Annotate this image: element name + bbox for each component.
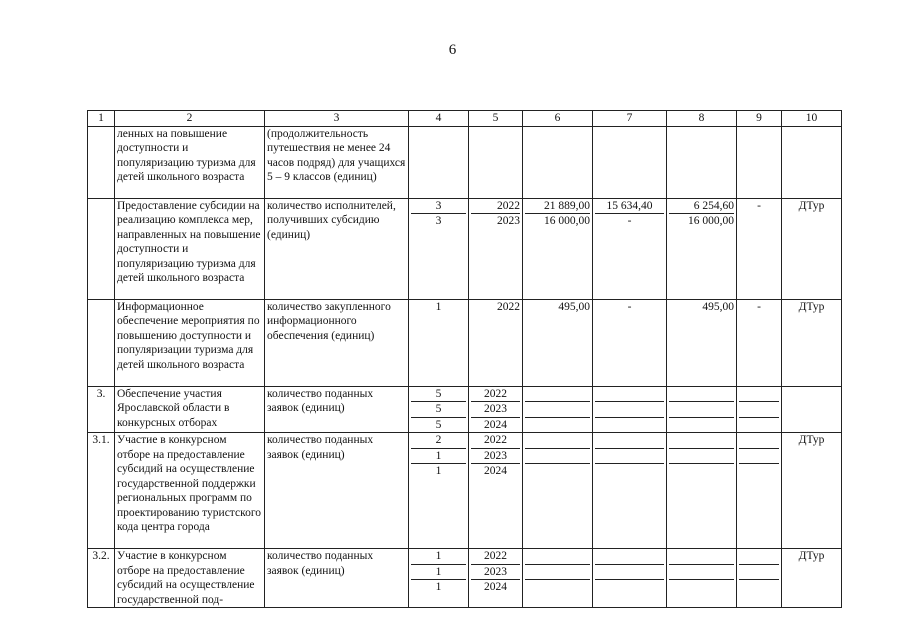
indicator: количество поданных заявок (единиц) bbox=[265, 386, 409, 433]
cell-value: 16 000,00 bbox=[544, 215, 590, 227]
col-header: 2 bbox=[115, 111, 265, 127]
row-number bbox=[88, 299, 115, 386]
table-row bbox=[88, 433, 842, 549]
cell-value: - bbox=[627, 215, 632, 227]
cell-value: 2022 bbox=[471, 433, 520, 449]
program-table bbox=[87, 110, 842, 608]
cell-value: 16 000,00 bbox=[688, 215, 734, 227]
cell-value: 5 bbox=[435, 418, 442, 431]
cell-value: 5 bbox=[411, 387, 466, 403]
cell-value: 495,00 bbox=[667, 299, 737, 386]
cell-value: 1 bbox=[409, 299, 469, 386]
cell-value: 15 634,40 bbox=[595, 199, 664, 215]
row-number bbox=[88, 126, 115, 198]
table-row bbox=[88, 549, 842, 608]
col-header: 7 bbox=[593, 111, 667, 127]
col-header: 10 bbox=[782, 111, 842, 127]
measure-name: ленных на повышение доступности и популяризацию туризма для детей школьного возраста bbox=[115, 126, 265, 198]
measure-name: Предоставление субсидии на реализацию комплекса мер, направленных на повышение доступности и популяризацию туризма для детей школьного возраста bbox=[115, 198, 265, 299]
measure-name: Участие в конкурсном отборе на предоставление субсидий на осуществление государственной поддержки региональных программ по проектированию туристского кода центра города bbox=[115, 433, 265, 549]
col-header: 5 bbox=[469, 111, 523, 127]
cell-value: 2022 bbox=[471, 199, 520, 215]
col-header: 8 bbox=[667, 111, 737, 127]
indicator: количество исполнителей, получивших субсидию (единиц) bbox=[265, 198, 409, 299]
cell-value: - bbox=[737, 299, 782, 386]
cell-value: 2 bbox=[411, 433, 466, 449]
cell-value: 2022 bbox=[469, 299, 523, 386]
row-number: 3.1. bbox=[88, 433, 115, 549]
indicator: количество закупленного информационного обеспечения (единиц) bbox=[265, 299, 409, 386]
cell-value: 2023 bbox=[497, 215, 520, 227]
table-row bbox=[88, 198, 842, 299]
cell-value: 1 bbox=[435, 581, 442, 593]
cell-value: 1 bbox=[411, 449, 466, 465]
cell-value: 21 889,00 bbox=[525, 199, 590, 215]
table-row bbox=[88, 126, 842, 198]
table-row bbox=[88, 299, 842, 386]
indicator: (продолжительность путешествия не менее 24 часов подряд) для учащихся 5 – 9 классов (единиц) bbox=[265, 126, 409, 198]
cell-value: 2023 bbox=[471, 565, 520, 581]
row-number: 3. bbox=[88, 386, 115, 433]
row-number bbox=[88, 198, 115, 299]
measure-name: Информационное обеспечение мероприятия по повышению доступности и популяризации туризма для детей школьного возраста bbox=[115, 299, 265, 386]
cell-value: 2023 bbox=[471, 449, 520, 465]
cell-value: 1 bbox=[435, 465, 442, 477]
row-number: 3.2. bbox=[88, 549, 115, 608]
col-header: 6 bbox=[523, 111, 593, 127]
cell-value: 2024 bbox=[484, 418, 507, 431]
col-header: 3 bbox=[265, 111, 409, 127]
header-row bbox=[88, 111, 842, 127]
cell-value: 2024 bbox=[484, 465, 507, 477]
cell-value: 1 bbox=[411, 549, 466, 565]
indicator: количество поданных заявок (единиц) bbox=[265, 433, 409, 549]
executor: ДТур bbox=[782, 433, 842, 549]
indicator: количество поданных заявок (единиц) bbox=[265, 549, 409, 608]
cell-value: 495,00 bbox=[523, 299, 593, 386]
cell-value: 3 bbox=[411, 199, 466, 215]
measure-name: Участие в конкурсном отборе на предоставление субсидий на осуществление государственной под- bbox=[115, 549, 265, 608]
cell-value: 2023 bbox=[471, 402, 520, 418]
measure-name: Обеспечение участия Ярославской области в конкурсных отборах bbox=[115, 386, 265, 433]
col-header: 1 bbox=[88, 111, 115, 127]
cell-value: 5 bbox=[411, 402, 466, 418]
col-header: 4 bbox=[409, 111, 469, 127]
executor: ДТур bbox=[782, 198, 842, 299]
cell-value: - bbox=[593, 299, 667, 386]
cell-value: 6 254,60 bbox=[669, 199, 734, 215]
cell-value: 1 bbox=[411, 565, 466, 581]
cell-value: 2022 bbox=[471, 549, 520, 565]
cell-value: - bbox=[757, 199, 761, 212]
cell-value: 3 bbox=[435, 215, 442, 227]
cell-value: 2022 bbox=[471, 387, 520, 403]
executor: ДТур bbox=[782, 299, 842, 386]
table-row bbox=[88, 386, 842, 433]
cell-value: 2024 bbox=[484, 581, 507, 593]
page-number: 6 bbox=[448, 42, 457, 58]
executor: ДТур bbox=[782, 549, 842, 608]
col-header: 9 bbox=[737, 111, 782, 127]
